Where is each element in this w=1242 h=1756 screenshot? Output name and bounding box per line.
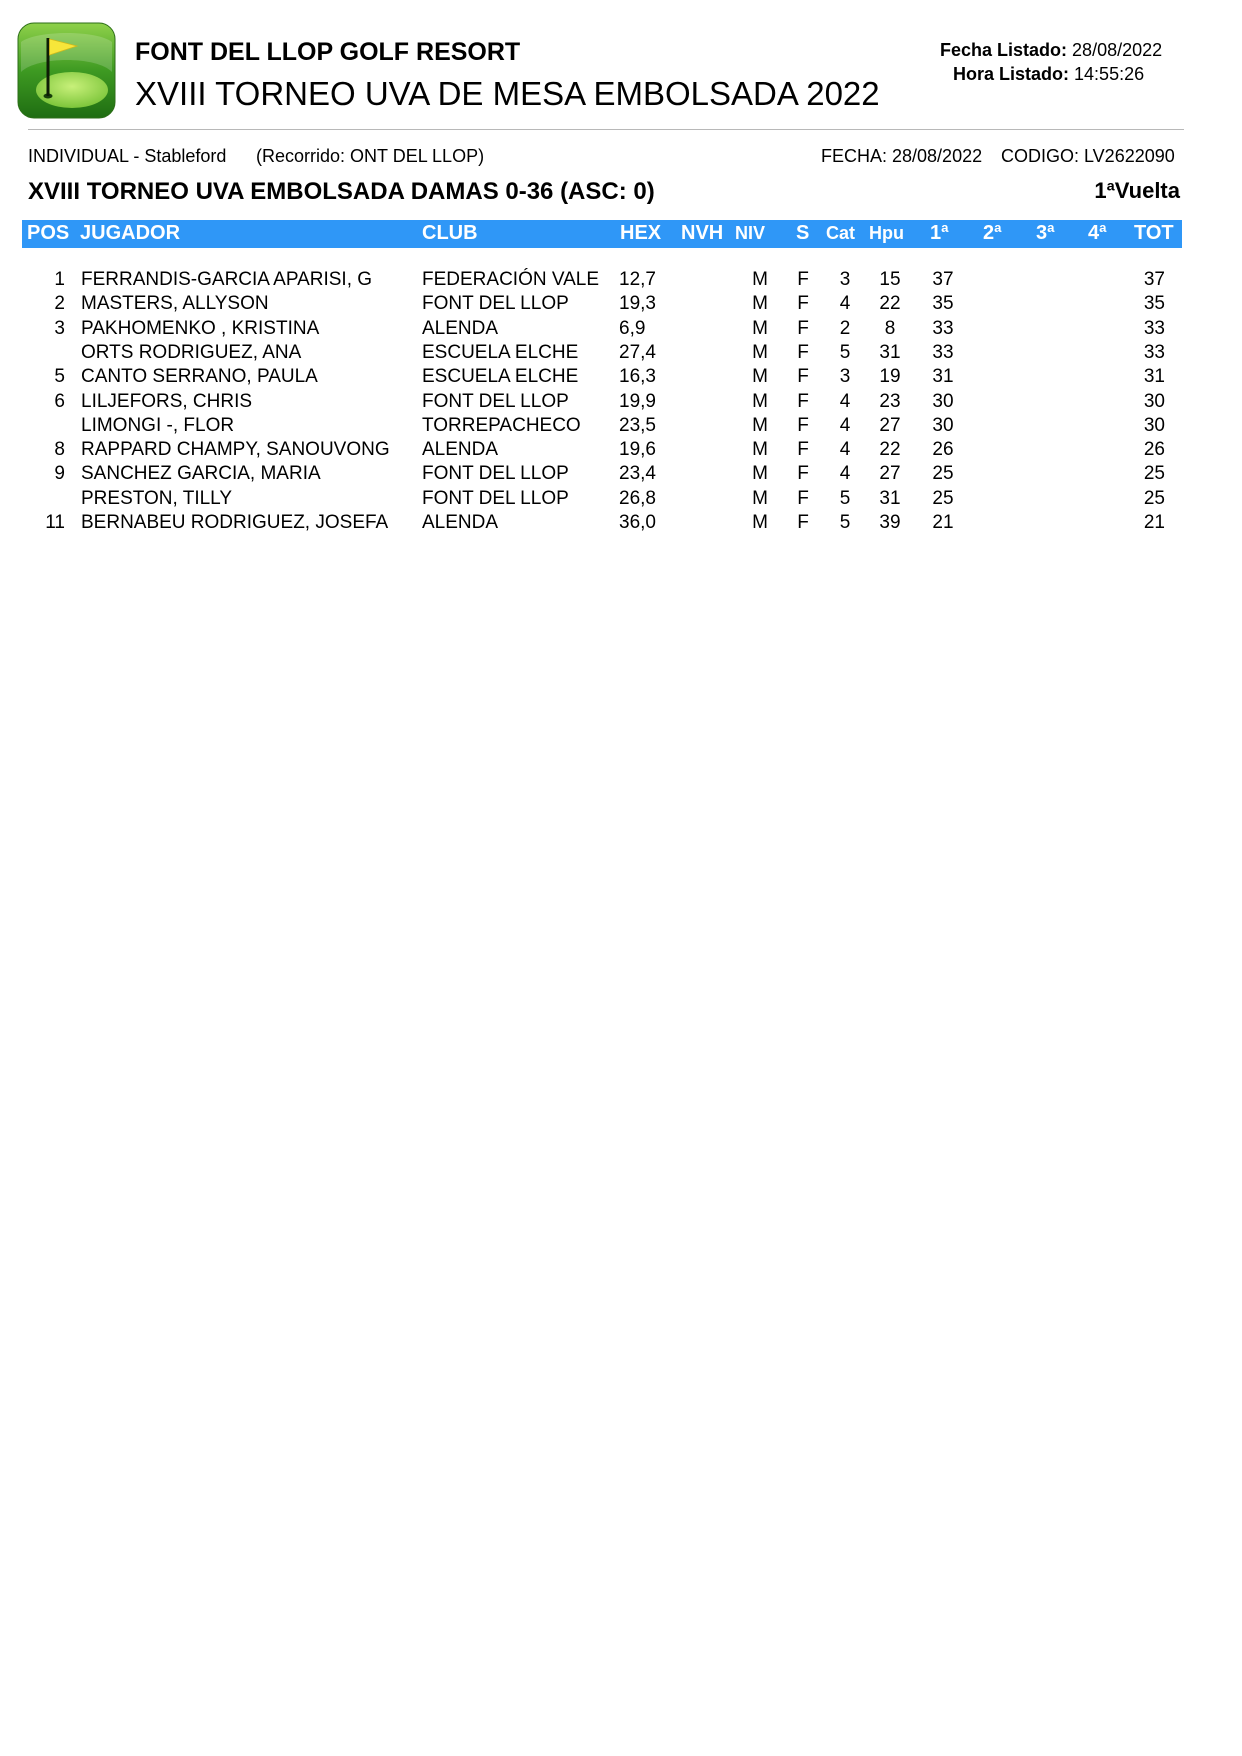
row-pos: 1 — [54, 269, 65, 290]
event-date: FECHA: 28/08/2022 — [821, 146, 983, 166]
row-niv: M — [752, 269, 768, 290]
row-hpu: 15 — [879, 269, 901, 290]
col-nvh: NVH — [681, 222, 724, 244]
row-club: ESCUELA ELCHE — [422, 366, 579, 388]
row-round-1: 33 — [932, 341, 954, 363]
row-jugador: PAKHOMENKO , KRISTINA — [81, 317, 320, 339]
row-hex: 19,6 — [619, 439, 656, 461]
row-hpu: 8 — [884, 317, 896, 339]
row-round-1: 30 — [932, 414, 954, 436]
col-club: CLUB — [422, 222, 478, 244]
row-jugador: CANTO SERRANO, PAULA — [81, 366, 318, 388]
row-pos: 5 — [54, 366, 65, 388]
row-jugador: FERRANDIS-GARCIA APARISI, G — [81, 269, 373, 290]
row-niv: M — [752, 293, 768, 315]
row-s: F — [797, 317, 809, 339]
hora-listado-value: 14:55:26 — [1074, 64, 1145, 84]
row-hex: 36,0 — [619, 512, 656, 533]
row-tot: 33 — [1143, 317, 1165, 339]
row-pos: 2 — [54, 293, 65, 315]
row-tot: 25 — [1143, 487, 1165, 509]
col-round-4: 4ª — [1088, 222, 1107, 244]
event-code: CODIGO: LV2622090 — [1001, 146, 1175, 166]
row-s: F — [797, 439, 809, 461]
row-niv: M — [752, 439, 768, 461]
row-club: ALENDA — [422, 512, 499, 533]
col-hpu: Hpu — [869, 223, 904, 243]
row-cat: 5 — [839, 341, 851, 363]
row-round-1: 26 — [932, 439, 954, 461]
course: (Recorrido: ONT DEL LLOP) — [256, 146, 485, 166]
row-s: F — [797, 487, 809, 509]
organization-name: FONT DEL LLOP GOLF RESORT — [135, 38, 521, 66]
row-tot: 26 — [1143, 439, 1165, 461]
hora-listado-label: Hora Listado: — [953, 64, 1070, 84]
row-cat: 4 — [839, 463, 851, 485]
row-hex: 6,9 — [619, 317, 646, 339]
row-jugador: BERNABEU RODRIGUEZ, JOSEFA — [81, 512, 389, 533]
row-hpu: 22 — [879, 439, 901, 461]
modality: INDIVIDUAL - Stableford — [28, 146, 227, 166]
row-jugador: PRESTON, TILLY — [81, 487, 232, 509]
row-round-1: 21 — [932, 512, 954, 533]
category-title: XVIII TORNEO UVA EMBOLSADA DAMAS 0-36 (ASC: 0) — [28, 178, 655, 205]
row-hex: 19,3 — [619, 293, 656, 315]
row-pos: 3 — [54, 317, 65, 339]
row-hex: 23,5 — [619, 414, 656, 436]
row-jugador: LIMONGI -, FLOR — [81, 414, 235, 436]
hora-listado — [953, 64, 1144, 85]
row-s: F — [797, 293, 809, 315]
row-club: TORREPACHECO — [422, 414, 581, 436]
row-tot: 25 — [1143, 463, 1165, 485]
table-header-bar — [22, 220, 1182, 248]
row-niv: M — [752, 341, 768, 363]
col-s: S — [796, 222, 810, 244]
row-tot: 30 — [1143, 414, 1165, 436]
row-club: FONT DEL LLOP — [422, 463, 569, 485]
row-s: F — [797, 463, 809, 485]
row-club: ESCUELA ELCHE — [422, 341, 579, 363]
col-tot: TOT — [1134, 222, 1174, 244]
row-jugador: ORTS RODRIGUEZ, ANA — [81, 341, 302, 363]
row-round-1: 31 — [932, 366, 954, 388]
row-pos: 9 — [54, 463, 65, 485]
row-cat: 4 — [839, 439, 851, 461]
col-round-1: 1ª — [930, 222, 949, 244]
row-club: FONT DEL LLOP — [422, 487, 569, 509]
row-jugador: SANCHEZ GARCIA, MARIA — [81, 463, 321, 485]
row-hpu: 19 — [879, 366, 901, 388]
row-tot: 31 — [1143, 366, 1165, 388]
row-hex: 23,4 — [619, 463, 656, 485]
row-s: F — [797, 341, 809, 363]
row-round-1: 33 — [932, 317, 954, 339]
row-tot: 21 — [1143, 512, 1165, 533]
row-jugador: RAPPARD CHAMPY, SANOUVONG — [81, 439, 390, 461]
row-cat: 4 — [839, 293, 851, 315]
row-s: F — [797, 390, 809, 412]
row-niv: M — [752, 366, 768, 388]
row-pos: 11 — [45, 512, 65, 533]
col-niv: NIV — [735, 223, 766, 243]
row-club: ALENDA — [422, 439, 499, 461]
row-round-1: 35 — [932, 293, 954, 315]
row-hpu: 27 — [879, 463, 901, 485]
row-niv: M — [752, 487, 768, 509]
row-round-1: 25 — [932, 463, 954, 485]
row-jugador: MASTERS, ALLYSON — [81, 293, 269, 315]
row-niv: M — [752, 463, 768, 485]
row-s: F — [797, 414, 809, 436]
row-tot: 33 — [1143, 341, 1165, 363]
row-s: F — [797, 269, 809, 290]
col-hex: HEX — [620, 222, 662, 244]
row-tot: 35 — [1143, 293, 1165, 315]
row-niv: M — [752, 512, 768, 533]
row-club: FEDERACIÓN VALE — [422, 269, 600, 290]
row-cat: 3 — [839, 269, 851, 290]
golf-flag-logo-icon — [17, 22, 116, 119]
row-hpu: 39 — [879, 512, 901, 533]
row-hex: 16,3 — [619, 366, 656, 388]
row-round-1: 37 — [932, 269, 954, 290]
row-round-1: 30 — [932, 390, 954, 412]
row-hpu: 22 — [879, 293, 901, 315]
row-pos: 6 — [54, 390, 65, 412]
col-cat: Cat — [826, 223, 856, 243]
row-niv: M — [752, 390, 768, 412]
row-s: F — [797, 366, 809, 388]
row-tot: 37 — [1143, 269, 1165, 290]
row-cat: 2 — [839, 317, 851, 339]
row-cat: 4 — [839, 390, 851, 412]
row-cat: 4 — [839, 414, 851, 436]
row-hex: 19,9 — [619, 390, 656, 412]
fecha-listado — [940, 40, 1162, 61]
row-niv: M — [752, 414, 768, 436]
row-hex: 12,7 — [619, 269, 656, 290]
row-club: ALENDA — [422, 317, 499, 339]
col-jugador: JUGADOR — [80, 222, 181, 244]
row-hpu: 31 — [879, 487, 901, 509]
row-hpu: 27 — [879, 414, 901, 436]
row-cat: 3 — [839, 366, 851, 388]
row-cat: 5 — [839, 512, 851, 533]
round-label: 1ªVuelta — [1094, 178, 1180, 203]
col-pos: POS — [27, 222, 70, 244]
row-hpu: 31 — [879, 341, 901, 363]
row-round-1: 25 — [932, 487, 954, 509]
row-tot: 30 — [1143, 390, 1165, 412]
row-jugador: LILJEFORS, CHRIS — [81, 390, 253, 412]
row-club: FONT DEL LLOP — [422, 390, 569, 412]
col-round-2: 2ª — [983, 222, 1002, 244]
tournament-title: XVIII TORNEO UVA DE MESA EMBOLSADA 2022 — [135, 75, 880, 112]
row-club: FONT DEL LLOP — [422, 293, 569, 315]
row-pos: 8 — [54, 439, 65, 461]
fecha-listado-value: 28/08/2022 — [1072, 40, 1163, 60]
header-divider — [28, 129, 1184, 130]
row-hex: 26,8 — [619, 487, 656, 509]
row-s: F — [797, 512, 809, 533]
row-cat: 5 — [839, 487, 851, 509]
col-round-3: 3ª — [1036, 222, 1055, 244]
row-niv: M — [752, 317, 768, 339]
row-hex: 27,4 — [619, 341, 656, 363]
fecha-listado-label: Fecha Listado: — [940, 40, 1068, 60]
row-hpu: 23 — [879, 390, 901, 412]
